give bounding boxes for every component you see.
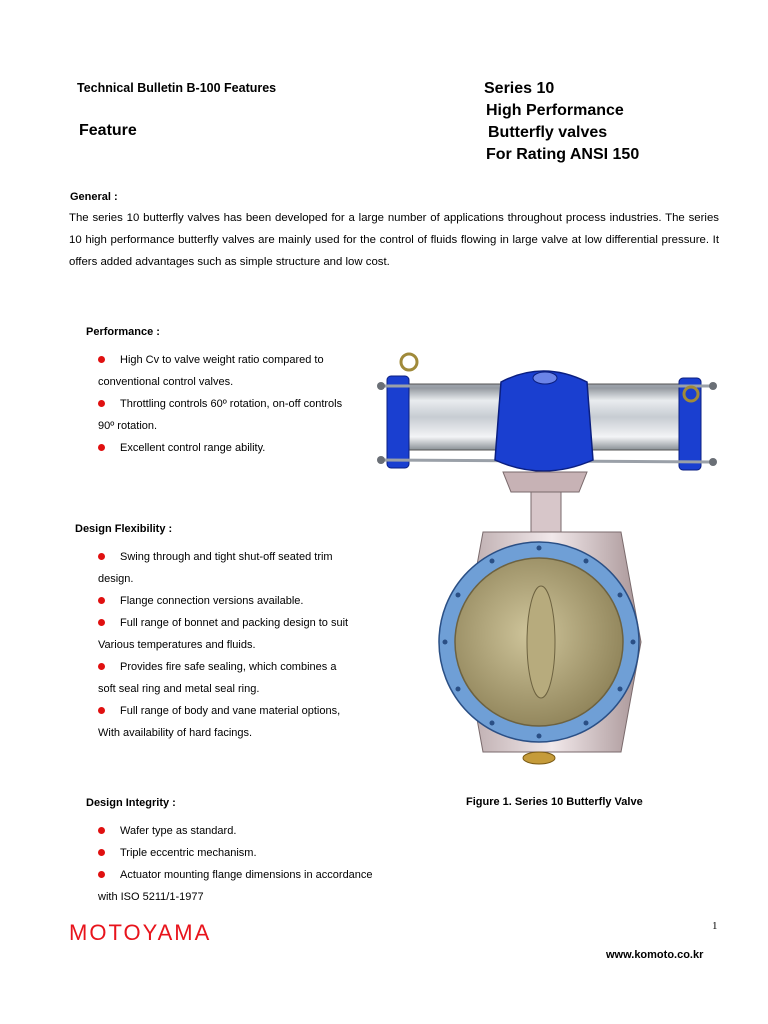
list-item: Triple eccentric mechanism. (98, 842, 398, 864)
bullet-icon (98, 663, 105, 670)
bulletin-title: Technical Bulletin B-100 Features (77, 81, 277, 95)
bullet-icon (98, 444, 105, 451)
figure-caption: Figure 1. Series 10 Butterfly Valve (466, 796, 643, 808)
list-item: Swing through and tight shut-off seated trim design. (98, 551, 333, 585)
bullet-icon (98, 849, 105, 856)
list-item: Full range of body and vane material options, With availability of hard facings. (98, 705, 341, 739)
list-item: Excellent control range ability. (98, 437, 373, 459)
feature-heading: Feature (79, 122, 137, 139)
bullet-icon (98, 707, 105, 714)
list-item: Actuator mounting flange dimensions in accordance with ISO 5211/1-1977 (98, 869, 373, 903)
list-item: High Cv to valve weight ratio compared to conventional control valves. (98, 354, 324, 388)
website-link[interactable]: www.komoto.co.kr (606, 949, 704, 961)
bullet-icon (98, 400, 105, 407)
series-line: For Rating ANSI 150 (486, 146, 640, 163)
bullet-icon (98, 871, 105, 878)
general-text: The series 10 butterfly valves has been developed for a large number of applications throughout process industries. The series 10 high performance butterfly valves are mainly used for the control of fluids flowing in large valve at low differential pressure. It offers added advantages such as simple structure and low cost. (69, 212, 719, 268)
bullet-icon (98, 597, 105, 604)
series-line: High Performance (486, 102, 624, 119)
page-number: 1 (712, 920, 718, 932)
bullet-icon (98, 827, 105, 834)
series-line: Butterfly valves (488, 124, 608, 141)
list-item: Flange connection versions available. (98, 590, 373, 612)
motoyama-logo: MOTOYAMA (69, 920, 212, 945)
butterfly-valve-icon (373, 342, 721, 770)
performance-title: Performance : (86, 326, 160, 338)
list-item: Throttling controls 60º rotation, on-off controls 90º rotation. (98, 398, 343, 432)
design-integrity-list (98, 820, 398, 908)
series-title (484, 78, 639, 166)
design-integrity-title: Design Integrity : (86, 797, 176, 809)
bullet-icon (98, 356, 105, 363)
performance-list (98, 349, 373, 459)
bullet-icon (98, 619, 105, 626)
design-flexibility-list (98, 546, 373, 744)
list-item: Full range of bonnet and packing design to suit Various temperatures and fluids. (98, 617, 349, 651)
list-item: Wafer type as standard. (98, 820, 398, 842)
bullet-icon (98, 553, 105, 560)
series-line: Series 10 (484, 80, 555, 97)
general-title: General : (70, 191, 118, 203)
butterfly-valve-figure (373, 342, 721, 770)
design-flexibility-title: Design Flexibility : (75, 523, 173, 535)
list-item: Provides fire safe sealing, which combines a soft seal ring and metal seal ring. (98, 661, 337, 695)
